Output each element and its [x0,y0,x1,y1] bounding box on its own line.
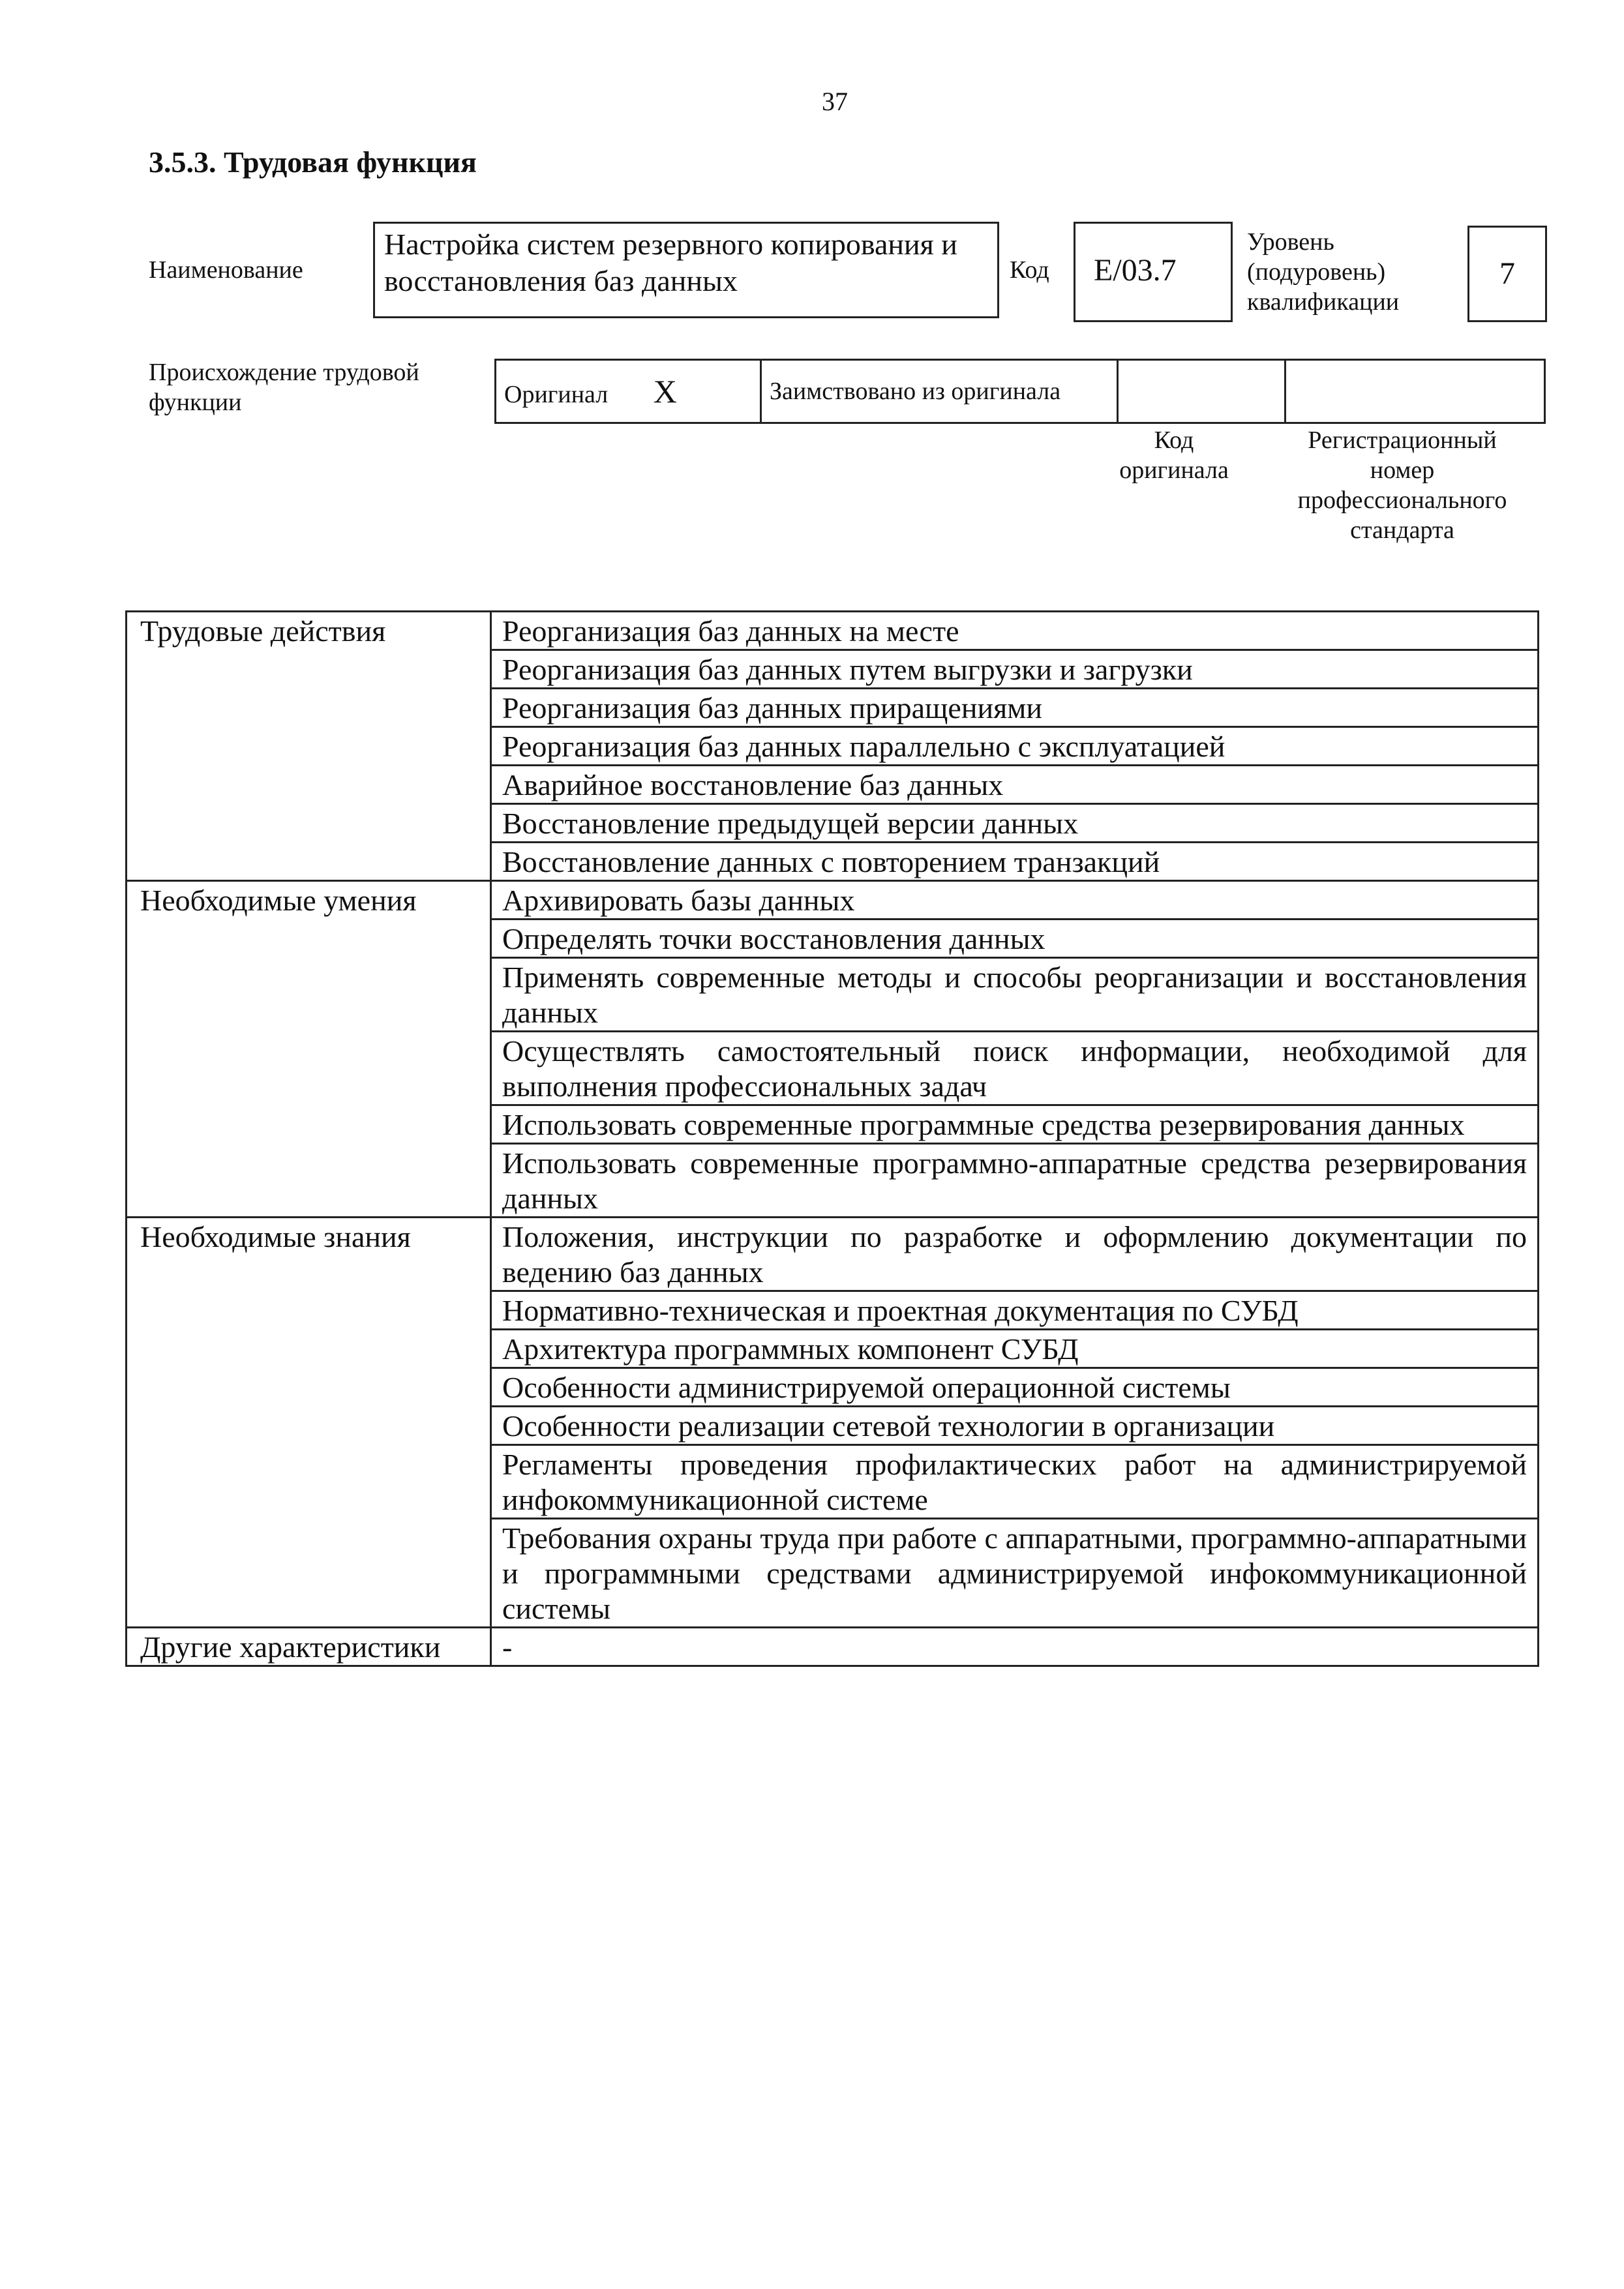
item-cell: Восстановление данных с повторением транзакций [491,843,1539,881]
table-row [127,881,1539,920]
item-cell: Особенности реализации сетевой технологии в организации [491,1407,1539,1445]
original-mark: X [653,373,677,410]
page-number: 37 [822,87,848,116]
category-cell: Трудовые действия [127,612,491,881]
origin-label [149,357,419,417]
section-title: 3.5.3. Трудовая функция [149,145,477,179]
item-cell: Положения, инструкции по разработке и оформлению документации по ведению баз данных [491,1218,1539,1291]
table-row [127,1628,1539,1666]
caption-line: стандарта [1350,516,1454,544]
level-value-box [1467,226,1547,322]
item-cell: Требования охраны труда при работе с аппаратными, программно-аппаратными и программными средствами администрируемой инфокоммуникационной системы [491,1519,1539,1628]
original-code-cell [1118,360,1286,423]
item-cell: Архивировать базы данных [491,881,1539,920]
registration-number-cell [1286,360,1545,423]
code-value-box [1074,222,1233,322]
table-row [127,612,1539,650]
level-label [1247,227,1399,317]
level-value: 7 [1499,256,1515,291]
item-cell: Осуществлять самостоятельный поиск информации, необходимой для выполнения профессиональных задач [491,1032,1539,1105]
item-cell: Применять современные методы и способы реорганизации и восстановления данных [491,958,1539,1032]
level-label-line: Уровень [1247,228,1334,256]
item-cell: Аварийное восстановление баз данных [491,766,1539,804]
item-cell: Нормативно-техническая и проектная документация по СУБД [491,1291,1539,1330]
item-cell: Использовать современные программные средства резервирования данных [491,1105,1539,1144]
item-cell: Использовать современные программно-аппаратные средства резервирования данных [491,1144,1539,1218]
category-cell: Необходимые знания [127,1218,491,1628]
code-value: E/03.7 [1094,253,1177,288]
origin-label-line: функции [149,389,242,416]
caption-line: номер [1370,456,1435,484]
function-details-table [125,610,1539,1667]
original-code-caption [1102,425,1246,485]
category-cell: Другие характеристики [127,1628,491,1666]
caption-line: Регистрационный [1308,426,1497,454]
caption-line: Код [1154,426,1194,454]
table-row [127,1218,1539,1291]
origin-table [494,359,1546,424]
level-label-line: (подуровень) [1247,258,1386,286]
item-cell: Определять точки восстановления данных [491,920,1539,958]
original-label: Оригинал [504,381,609,408]
origin-original-cell [496,360,761,423]
item-cell: Особенности администрируемой операционной системы [491,1368,1539,1407]
item-cell: Архитектура программных компонент СУБД [491,1330,1539,1368]
category-cell: Необходимые умения [127,881,491,1218]
caption-line: профессионального [1297,486,1507,514]
origin-label-line: Происхождение трудовой [149,359,419,386]
name-value: Настройка систем резервного копирования и восстановления баз данных [384,228,957,297]
code-label: Код [1010,256,1049,284]
item-cell: Реорганизация баз данных путем выгрузки и загрузки [491,650,1539,689]
borrowed-cell [761,360,1118,423]
item-cell: - [491,1628,1539,1666]
item-cell: Реорганизация баз данных на месте [491,612,1539,650]
level-label-line: квалификации [1247,288,1400,316]
item-cell: Реорганизация баз данных приращениями [491,689,1539,727]
name-value-box [373,222,999,318]
item-cell: Реорганизация баз данных параллельно с эксплуатацией [491,727,1539,766]
item-cell: Восстановление предыдущей версии данных [491,804,1539,843]
item-cell: Регламенты проведения профилактических работ на администрируемой инфокоммуникационной системе [491,1445,1539,1519]
borrowed-label: Заимствовано из оригинала [770,378,1061,405]
caption-line: оригинала [1119,456,1229,484]
name-label: Наименование [149,256,303,284]
registration-number-caption [1272,425,1533,545]
